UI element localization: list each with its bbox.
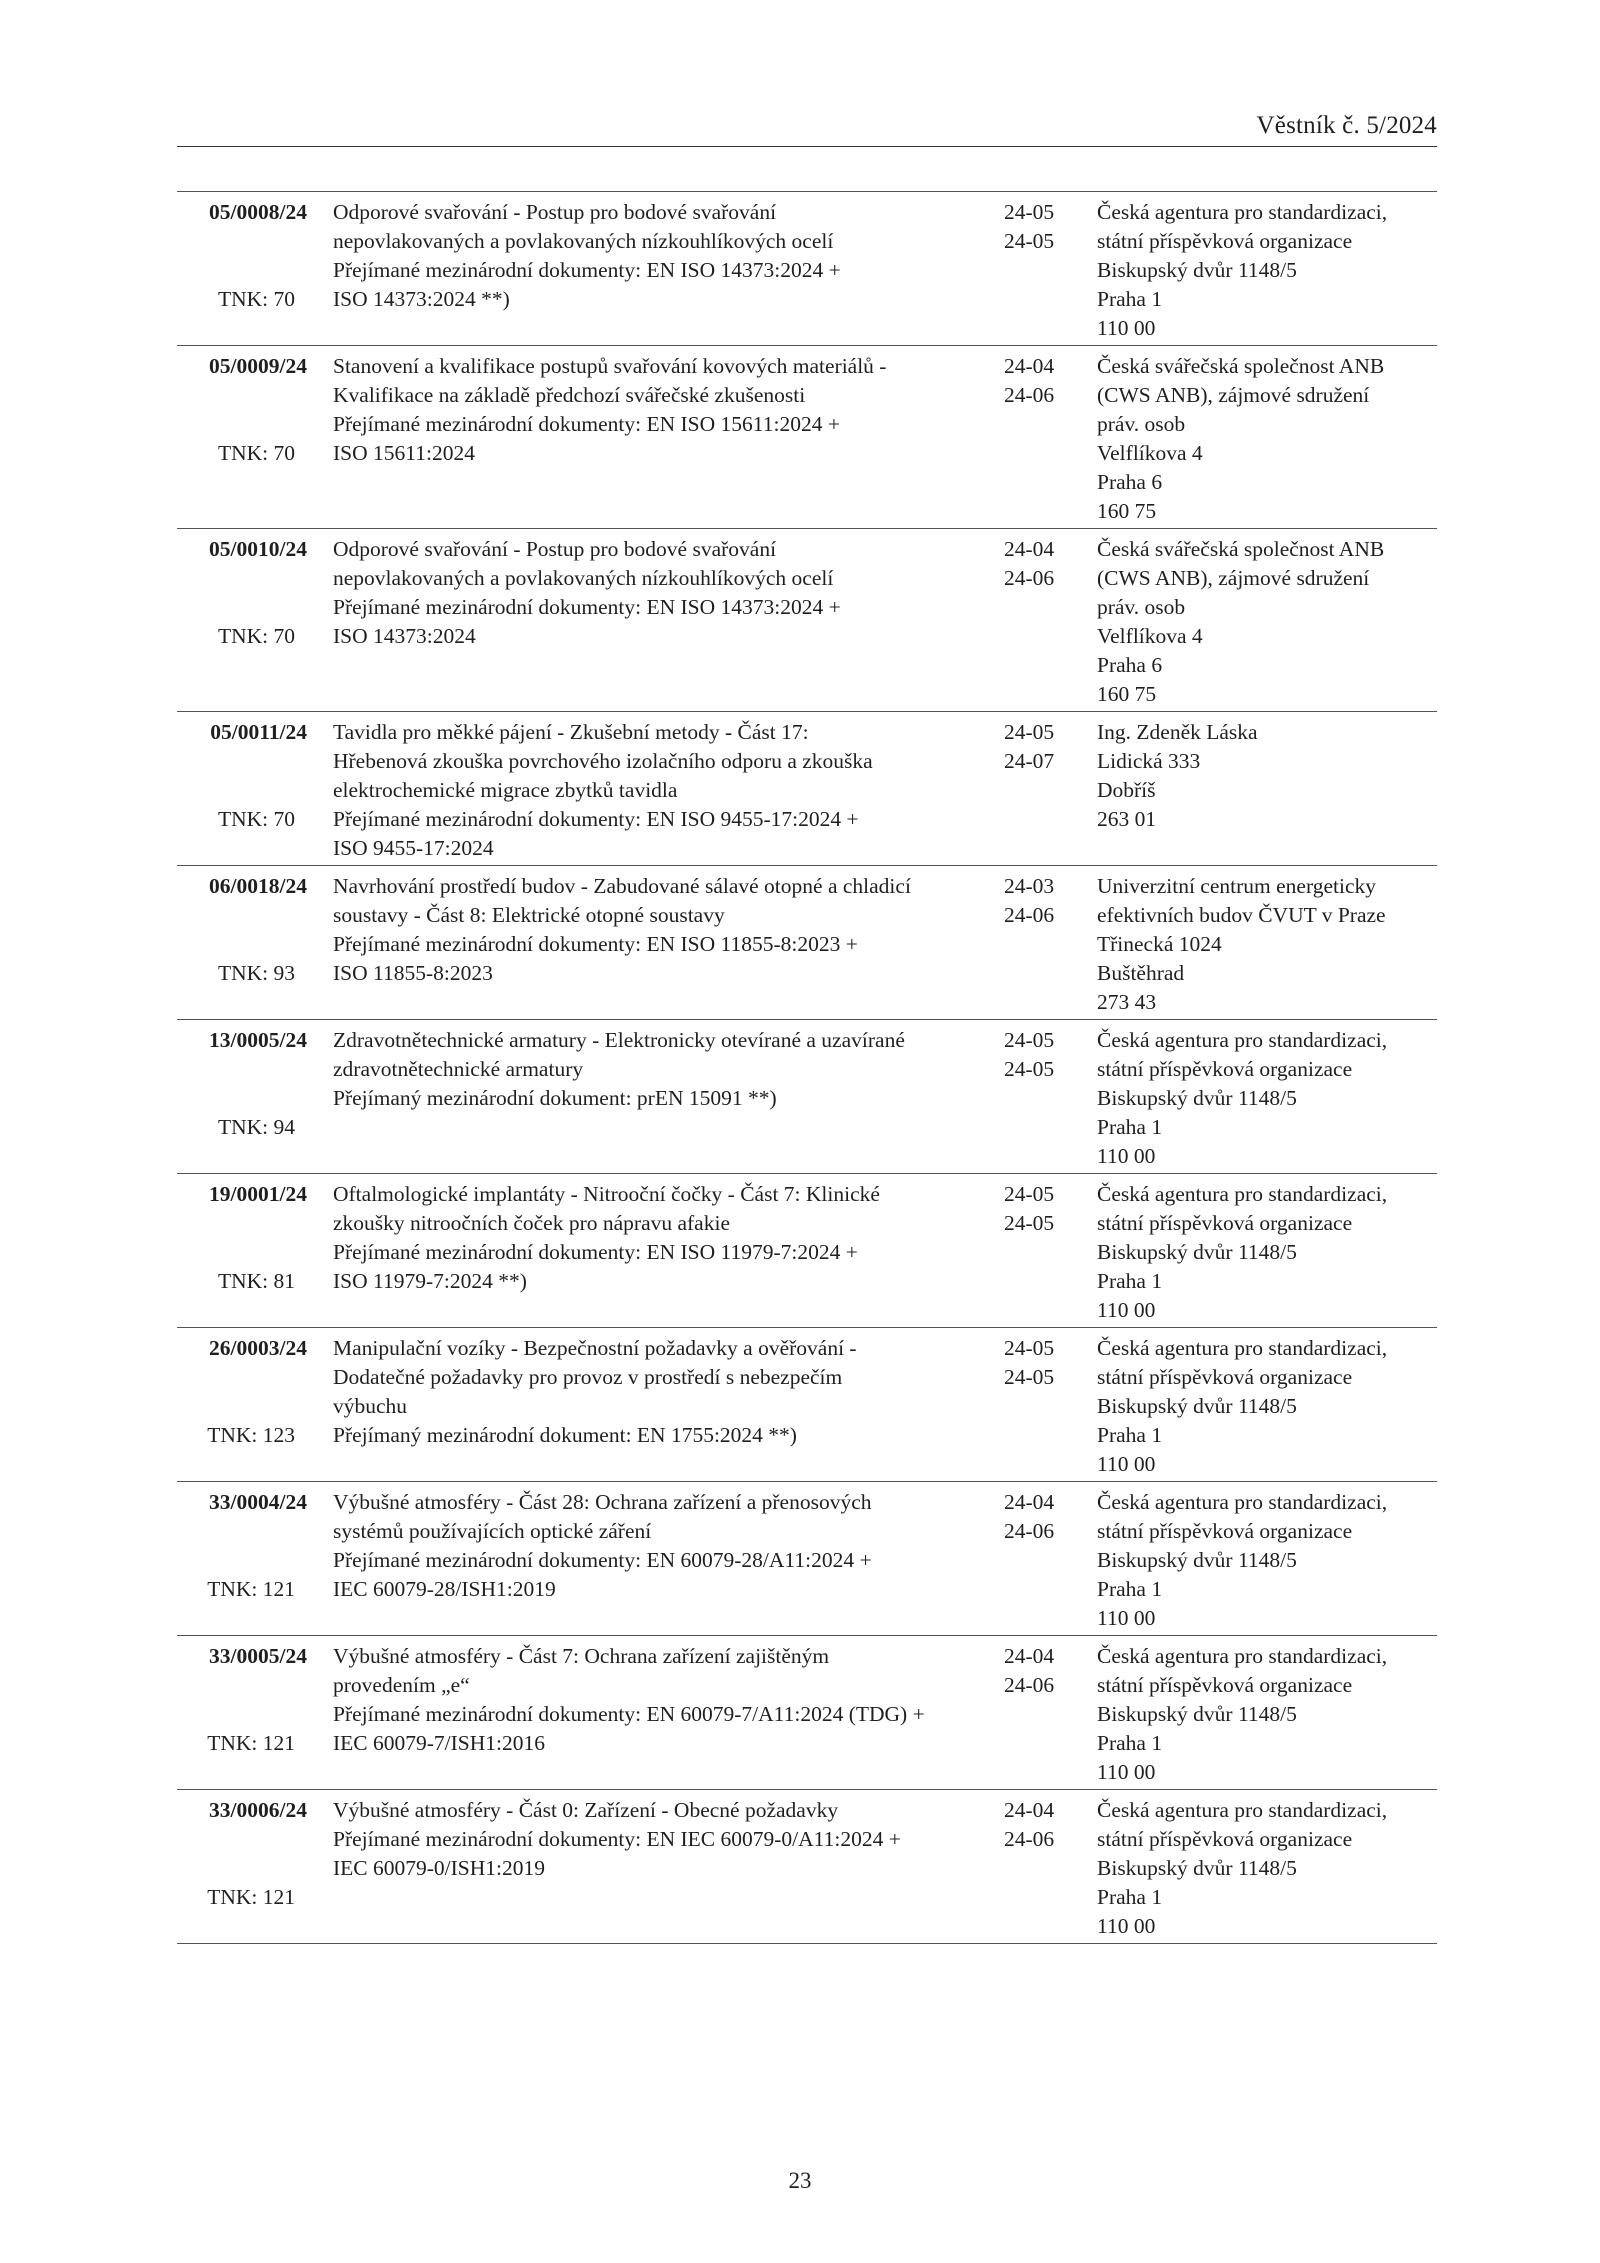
entry-title-line: Výbušné atmosféry - Část 28: Ochrana zařízení a přenosových (333, 1490, 872, 1514)
entry-title-line: Tavidla pro měkké pájení - Zkušební metody - Část 17: (333, 720, 809, 744)
table-row (177, 1636, 1437, 1790)
entry-date: 24-05 (1004, 1336, 1055, 1360)
entry-tnk: TNK: 70 (217, 287, 295, 311)
standards-list (177, 191, 1437, 1944)
entry-dates (1004, 1488, 1074, 1546)
entry-date: 24-04 (1004, 354, 1055, 378)
entry-dates (1004, 1334, 1074, 1392)
entry-address-line: Dobříš (1097, 778, 1156, 802)
entry-title (333, 1026, 1013, 1113)
entry-address-line: státní příspěvková organizace (1097, 1211, 1353, 1235)
entry-address-line: Biskupský dvůr 1148/5 (1097, 1086, 1297, 1110)
entry-address-line: státní příspěvková organizace (1097, 1519, 1353, 1543)
entry-date: 24-06 (1004, 1827, 1055, 1851)
entry-date: 24-05 (1004, 1365, 1055, 1389)
entry-address-line: státní příspěvková organizace (1097, 1365, 1353, 1389)
entry-number: 06/0018/24 (209, 874, 307, 898)
entry-tnk: TNK: 94 (217, 1115, 295, 1139)
entry-title-line: ISO 9455-17:2024 (333, 836, 494, 860)
table-row (177, 712, 1437, 866)
entry-number: 33/0006/24 (209, 1798, 307, 1822)
entry-address-line: Česká svářečská společnost ANB (1097, 354, 1385, 378)
entry-number: 05/0009/24 (209, 354, 307, 378)
entry-title-line: Odporové svařování - Postup pro bodové svařování (333, 537, 777, 561)
entry-address-line: Praha 1 (1097, 1731, 1163, 1755)
entry-dates (1004, 1026, 1074, 1084)
entry-dates (1004, 872, 1074, 930)
entry-number: 33/0005/24 (209, 1644, 307, 1668)
entry-address-line: Biskupský dvůr 1148/5 (1097, 1856, 1297, 1880)
entry-title-line: Dodatečné požadavky pro provoz v prostředí s nebezpečím (333, 1365, 843, 1389)
entry-date: 24-04 (1004, 1798, 1055, 1822)
entry-title-line: provedením „e“ (333, 1673, 470, 1697)
entry-address-line: Praha 1 (1097, 1269, 1163, 1293)
entry-address-line: práv. osob (1097, 412, 1186, 436)
entry-tnk: TNK: 70 (217, 441, 295, 465)
entry-address-line: Česká agentura pro standardizaci, (1097, 1336, 1388, 1360)
entry-address-line: Česká agentura pro standardizaci, (1097, 1490, 1388, 1514)
entry-title-line: Kvalifikace na základě předchozí svářečské zkušenosti (333, 383, 806, 407)
entry-address (1097, 1180, 1442, 1325)
entry-address-line: efektivních budov ČVUT v Praze (1097, 903, 1386, 927)
entry-date: 24-04 (1004, 1490, 1055, 1514)
entry-dates (1004, 1180, 1074, 1238)
entry-tnk: TNK: 81 (217, 1269, 295, 1293)
entry-title (333, 352, 1013, 468)
entry-title-line: ISO 15611:2024 (333, 441, 475, 465)
entry-address-line: Biskupský dvůr 1148/5 (1097, 258, 1297, 282)
entry-tnk: TNK: 70 (217, 624, 295, 648)
entry-date: 24-07 (1004, 749, 1055, 773)
entry-title-line: Přejímaný mezinárodní dokument: prEN 15091 **) (333, 1086, 777, 1110)
entry-address-line: Česká agentura pro standardizaci, (1097, 1028, 1388, 1052)
entry-date: 24-05 (1004, 720, 1055, 744)
entry-address-line: státní příspěvková organizace (1097, 1827, 1353, 1851)
entry-date: 24-06 (1004, 566, 1055, 590)
entry-title-line: Odporové svařování - Postup pro bodové svařování (333, 200, 777, 224)
entry-title-line: Přejímané mezinárodní dokumenty: EN 60079-7/A11:2024 (TDG) + (333, 1702, 925, 1726)
entry-address-line: Česká agentura pro standardizaci, (1097, 1644, 1388, 1668)
entry-title-line: Přejímané mezinárodní dokumenty: EN ISO 11855-8:2023 + (333, 932, 858, 956)
entry-address-line: Třinecká 1024 (1097, 932, 1222, 956)
entry-title (333, 535, 1013, 651)
entry-title (333, 718, 1013, 863)
table-row (177, 1174, 1437, 1328)
header-rule (177, 146, 1437, 147)
entry-address-line: 110 00 (1097, 1760, 1156, 1784)
table-row (177, 1482, 1437, 1636)
entry-address-line: práv. osob (1097, 595, 1186, 619)
entry-title-line: elektrochemické migrace zbytků tavidla (333, 778, 678, 802)
entry-date: 24-06 (1004, 383, 1055, 407)
entry-address-line: Praha 6 (1097, 470, 1163, 494)
entry-date: 24-05 (1004, 200, 1055, 224)
entry-address-line: Biskupský dvůr 1148/5 (1097, 1394, 1297, 1418)
entry-address (1097, 1026, 1442, 1171)
entry-address (1097, 1488, 1442, 1633)
entry-title-line: ISO 11979-7:2024 **) (333, 1269, 527, 1293)
entry-address-line: (CWS ANB), zájmové sdružení (1097, 383, 1370, 407)
entry-tnk: TNK: 121 (207, 1885, 295, 1909)
entry-tnk: TNK: 123 (207, 1423, 295, 1447)
entry-address-line: Univerzitní centrum energeticky (1097, 874, 1376, 898)
entry-title-line: Manipulační vozíky - Bezpečnostní požadavky a ověřování - (333, 1336, 857, 1360)
entry-date: 24-05 (1004, 229, 1055, 253)
entry-date: 24-03 (1004, 874, 1055, 898)
entry-title-line: ISO 14373:2024 **) (333, 287, 510, 311)
entry-number: 13/0005/24 (209, 1028, 307, 1052)
entry-date: 24-04 (1004, 1644, 1055, 1668)
entry-title (333, 1180, 1013, 1296)
entry-address (1097, 352, 1442, 526)
entry-address-line: 110 00 (1097, 1606, 1156, 1630)
entry-address-line: Ing. Zdeněk Láska (1097, 720, 1258, 744)
entry-address (1097, 1642, 1442, 1787)
entry-date: 24-06 (1004, 903, 1055, 927)
entry-title-line: IEC 60079-28/ISH1:2019 (333, 1577, 556, 1601)
entry-address (1097, 535, 1442, 709)
entry-tnk: TNK: 93 (217, 961, 295, 985)
entry-address-line: Praha 1 (1097, 1423, 1163, 1447)
entry-address (1097, 718, 1442, 834)
entry-title (333, 198, 1013, 314)
entry-address-line: Česká svářečská společnost ANB (1097, 537, 1385, 561)
table-row (177, 1020, 1437, 1174)
entry-title (333, 1796, 1013, 1883)
table-row (177, 866, 1437, 1020)
entry-address-line: Lidická 333 (1097, 749, 1201, 773)
entry-address-line: Biskupský dvůr 1148/5 (1097, 1240, 1297, 1264)
entry-address-line: Česká agentura pro standardizaci, (1097, 200, 1388, 224)
entry-address-line: Praha 1 (1097, 1885, 1163, 1909)
table-row (177, 192, 1437, 346)
entry-date: 24-04 (1004, 537, 1055, 561)
entry-address-line: (CWS ANB), zájmové sdružení (1097, 566, 1370, 590)
page-number: 23 (788, 2168, 812, 2193)
entry-title-line: soustavy - Část 8: Elektrické otopné soustavy (333, 903, 725, 927)
entry-title-line: nepovlakovaných a povlakovaných nízkouhlíkových ocelí (333, 229, 834, 253)
entry-title-line: systémů používajících optické záření (333, 1519, 652, 1543)
entry-address-line: Biskupský dvůr 1148/5 (1097, 1702, 1297, 1726)
entry-dates (1004, 352, 1074, 410)
entry-title-line: Výbušné atmosféry - Část 7: Ochrana zařízení zajištěným (333, 1644, 830, 1668)
entry-title-line: Hřebenová zkouška povrchového izolačního odporu a zkouška (333, 749, 873, 773)
entry-number: 26/0003/24 (209, 1336, 307, 1360)
entry-number: 05/0008/24 (209, 200, 307, 224)
entry-address (1097, 1796, 1442, 1941)
entry-address-line: 110 00 (1097, 1144, 1156, 1168)
entry-title-line: Přejímané mezinárodní dokumenty: EN IEC 60079-0/A11:2024 + (333, 1827, 901, 1851)
entry-address-line: Velflíkova 4 (1097, 441, 1203, 465)
entry-tnk: TNK: 70 (217, 807, 295, 831)
table-row (177, 529, 1437, 712)
entry-address-line: Praha 6 (1097, 653, 1163, 677)
entry-address (1097, 1334, 1442, 1479)
entry-address-line: státní příspěvková organizace (1097, 1057, 1353, 1081)
entry-address-line: 110 00 (1097, 1298, 1156, 1322)
entry-tnk: TNK: 121 (207, 1577, 295, 1601)
entry-address-line: Buštěhrad (1097, 961, 1185, 985)
entry-address-line: 110 00 (1097, 1914, 1156, 1938)
entry-address-line: 160 75 (1097, 499, 1157, 523)
entry-dates (1004, 1796, 1074, 1854)
entry-address-line: 160 75 (1097, 682, 1157, 706)
entry-title (333, 1334, 1013, 1450)
entry-number: 05/0010/24 (209, 537, 307, 561)
entry-title-line: ISO 14373:2024 (333, 624, 476, 648)
entry-tnk: TNK: 121 (207, 1731, 295, 1755)
entry-title (333, 1488, 1013, 1604)
table-row (177, 346, 1437, 529)
entry-title-line: Zdravotnětechnické armatury - Elektronicky otevírané a uzavírané (333, 1028, 905, 1052)
entry-address-line: státní příspěvková organizace (1097, 1673, 1353, 1697)
entry-address-line: 110 00 (1097, 1452, 1156, 1476)
entry-title-line: Navrhování prostředí budov - Zabudované sálavé otopné a chladicí (333, 874, 911, 898)
table-row (177, 1790, 1437, 1944)
entry-title-line: výbuchu (333, 1394, 408, 1418)
entry-number: 19/0001/24 (209, 1182, 307, 1206)
entry-title-line: Přejímané mezinárodní dokumenty: EN ISO 14373:2024 + (333, 595, 841, 619)
entry-address (1097, 198, 1442, 343)
entry-title (333, 872, 1013, 988)
entry-dates (1004, 1642, 1074, 1700)
entry-date: 24-05 (1004, 1028, 1055, 1052)
entry-title-line: Oftalmologické implantáty - Nitrooční čočky - Část 7: Klinické (333, 1182, 880, 1206)
entry-title-line: Přejímané mezinárodní dokumenty: EN ISO 11979-7:2024 + (333, 1240, 858, 1264)
entry-title-line: IEC 60079-7/ISH1:2016 (333, 1731, 546, 1755)
entry-date: 24-05 (1004, 1057, 1055, 1081)
entry-title-line: Přejímané mezinárodní dokumenty: EN ISO 14373:2024 + (333, 258, 841, 282)
entry-address-line: 273 43 (1097, 990, 1157, 1014)
entry-date: 24-05 (1004, 1182, 1055, 1206)
entry-date: 24-06 (1004, 1673, 1055, 1697)
entry-title (333, 1642, 1013, 1758)
entry-address-line: 110 00 (1097, 316, 1156, 340)
entry-address-line: Praha 1 (1097, 1577, 1163, 1601)
entry-title-line: Přejímané mezinárodní dokumenty: EN 60079-28/A11:2024 + (333, 1548, 872, 1572)
entry-title-line: Přejímané mezinárodní dokumenty: EN ISO 15611:2024 + (333, 412, 840, 436)
entry-title-line: IEC 60079-0/ISH1:2019 (333, 1856, 546, 1880)
entry-address-line: Česká agentura pro standardizaci, (1097, 1182, 1388, 1206)
entry-dates (1004, 198, 1074, 256)
entry-address-line: Praha 1 (1097, 287, 1163, 311)
entry-dates (1004, 535, 1074, 593)
entry-number: 05/0011/24 (210, 720, 307, 744)
entry-address (1097, 872, 1442, 1017)
entry-address-line: 263 01 (1097, 807, 1157, 831)
entry-address-line: státní příspěvková organizace (1097, 229, 1353, 253)
page-header-title: Věstník č. 5/2024 (1256, 112, 1437, 139)
entry-address-line: Biskupský dvůr 1148/5 (1097, 1548, 1297, 1572)
entry-address-line: Velflíkova 4 (1097, 624, 1203, 648)
entry-title-line: Přejímaný mezinárodní dokument: EN 1755:2024 **) (333, 1423, 797, 1447)
entry-title-line: Přejímané mezinárodní dokumenty: EN ISO 9455-17:2024 + (333, 807, 859, 831)
entry-title-line: zkoušky nitroočních čoček pro nápravu afakie (333, 1211, 730, 1235)
entry-dates (1004, 718, 1074, 776)
entry-date: 24-05 (1004, 1211, 1055, 1235)
entry-title-line: Stanovení a kvalifikace postupů svařování kovových materiálů - (333, 354, 887, 378)
entry-address-line: Praha 1 (1097, 1115, 1163, 1139)
entry-title-line: nepovlakovaných a povlakovaných nízkouhlíkových ocelí (333, 566, 834, 590)
entry-title-line: Výbušné atmosféry - Část 0: Zařízení - Obecné požadavky (333, 1798, 839, 1822)
table-row (177, 1328, 1437, 1482)
entry-address-line: Česká agentura pro standardizaci, (1097, 1798, 1388, 1822)
entry-title-line: ISO 11855-8:2023 (333, 961, 493, 985)
entry-date: 24-06 (1004, 1519, 1055, 1543)
entry-number: 33/0004/24 (209, 1490, 307, 1514)
entry-title-line: zdravotnětechnické armatury (333, 1057, 584, 1081)
